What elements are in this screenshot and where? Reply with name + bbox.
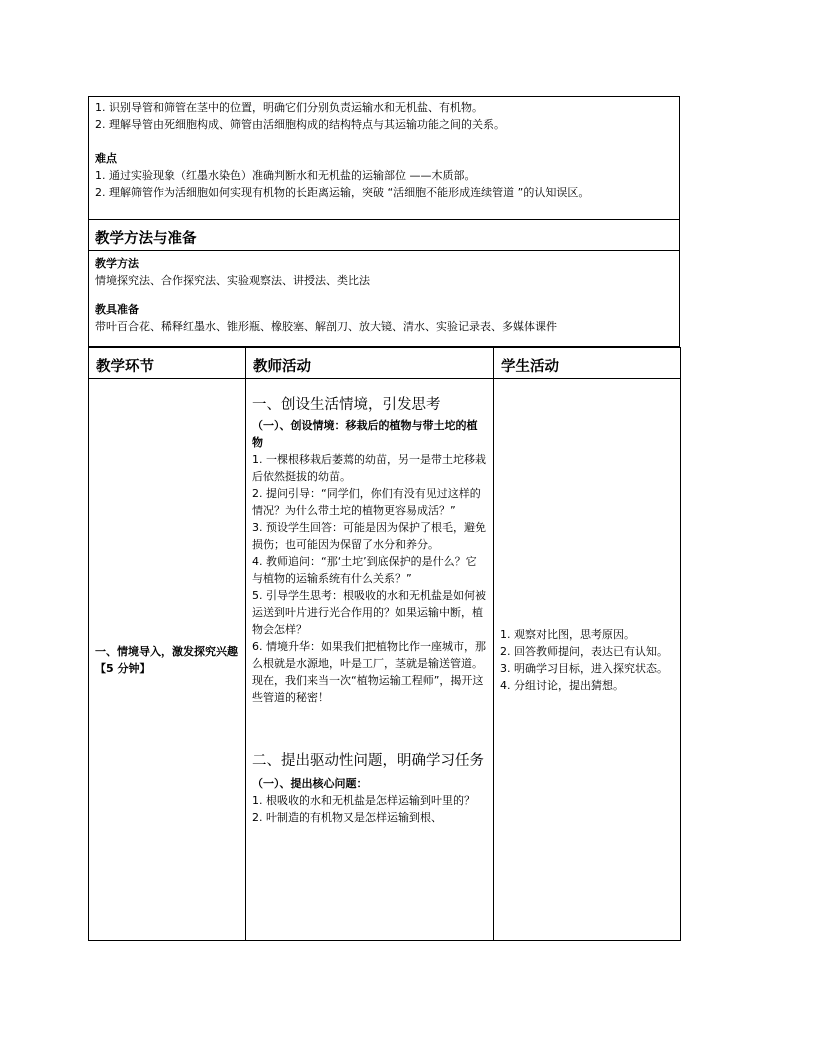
stage-text: 一、情境导入，激发探究兴趣【5 分钟】 bbox=[95, 644, 238, 675]
difficulty-title: 难点 bbox=[95, 152, 117, 165]
teacher-heading-1: 一、创设生活情境，引发思考 bbox=[252, 397, 441, 413]
stage-cell bbox=[89, 379, 246, 941]
tools-title: 教具准备 bbox=[95, 303, 139, 316]
teacher-item: 4. 教师追问：“那‘土坨’到底保护的是什么？它与植物的运输系统有什么关系？” bbox=[252, 555, 477, 585]
header-student: 学生活动 bbox=[494, 348, 681, 379]
objectives-section bbox=[88, 96, 680, 220]
student-item: 2. 回答教师提问，表达已有认知。 bbox=[500, 644, 668, 658]
difficulty-item: 2. 理解筛管作为活细胞如何实现有机物的长距离运输，突破 “活细胞不能形成连续管道 ”的认知误区。 bbox=[95, 186, 590, 199]
objective-item: 1. 识别导管和筛管在茎中的位置，明确它们分别负责运输水和无机盐、有机物。 bbox=[95, 101, 483, 114]
tools-text: 带叶百合花、稀释红墨水、锥形瓶、橡胶塞、解剖刀、放大镜、清水、实验记录表、多媒体课件 bbox=[95, 320, 557, 333]
teacher-heading-2: 二、提出驱动性问题，明确学习任务 bbox=[252, 753, 484, 769]
methods-section bbox=[88, 251, 680, 347]
teacher-item: 1. 根吸收的水和无机盐是怎样运输到叶里的？ bbox=[252, 794, 475, 807]
teacher-item: 3. 预设学生回答：可能是因为保护了根毛，避免损伤；也可能因为保留了水分和养分。 bbox=[252, 521, 486, 551]
teacher-item: 2. 提问引导：“同学们，你们有没有见过这样的情况？为什么带土坨的植物更容易成活？” bbox=[252, 487, 481, 517]
methods-title: 教学方法 bbox=[95, 257, 139, 270]
teacher-subheading-2: （一）、提出核心问题： bbox=[252, 777, 368, 790]
methods-text: 情境探究法、合作探究法、实验观察法、讲授法、类比法 bbox=[95, 274, 370, 287]
teacher-item: 5. 引导学生思考：根吸收的水和无机盐是如何被运送到叶片进行光合作用的？如果运输中断，植物会怎样？ bbox=[252, 589, 486, 636]
student-item: 4. 分组讨论，提出猜想。 bbox=[500, 678, 624, 692]
teacher-item: 1. 一棵根移栽后萎蔫的幼苗，另一是带土坨移栽后依然挺拔的幼苗。 bbox=[252, 453, 486, 483]
teacher-subheading-1: （一）、创设情境：移栽后的植物与带土坨的植物 bbox=[252, 419, 478, 449]
table-header-row bbox=[89, 348, 681, 379]
document-page bbox=[88, 96, 680, 941]
header-stage: 教学环节 bbox=[89, 348, 246, 379]
objective-item: 2. 理解导管由死细胞构成、筛管由活细胞构成的结构特点与其运输功能之间的关系。 bbox=[95, 118, 505, 131]
teacher-item: 6. 情境升华：如果我们把植物比作一座城市，那么根就是水源地，叶是工厂，茎就是输送管道。现在，我们来当一次“植物运输工程师”，揭开这些管道的秘密！ bbox=[252, 640, 486, 704]
student-item: 3. 明确学习目标，进入探究状态。 bbox=[500, 661, 668, 675]
teacher-item: 2. 叶制造的有机物又是怎样运输到根、 bbox=[252, 811, 442, 824]
table-row bbox=[89, 379, 681, 941]
difficulty-item: 1. 通过实验现象（红墨水染色）准确判断水和无机盐的运输部位 ——木质部。 bbox=[95, 169, 476, 182]
lesson-table bbox=[88, 347, 681, 941]
student-cell bbox=[494, 379, 681, 941]
header-teacher: 教师活动 bbox=[246, 348, 494, 379]
teacher-cell bbox=[246, 379, 494, 941]
methods-heading: 教学方法与准备 bbox=[88, 220, 680, 251]
student-item: 1. 观察对比图，思考原因。 bbox=[500, 627, 635, 641]
